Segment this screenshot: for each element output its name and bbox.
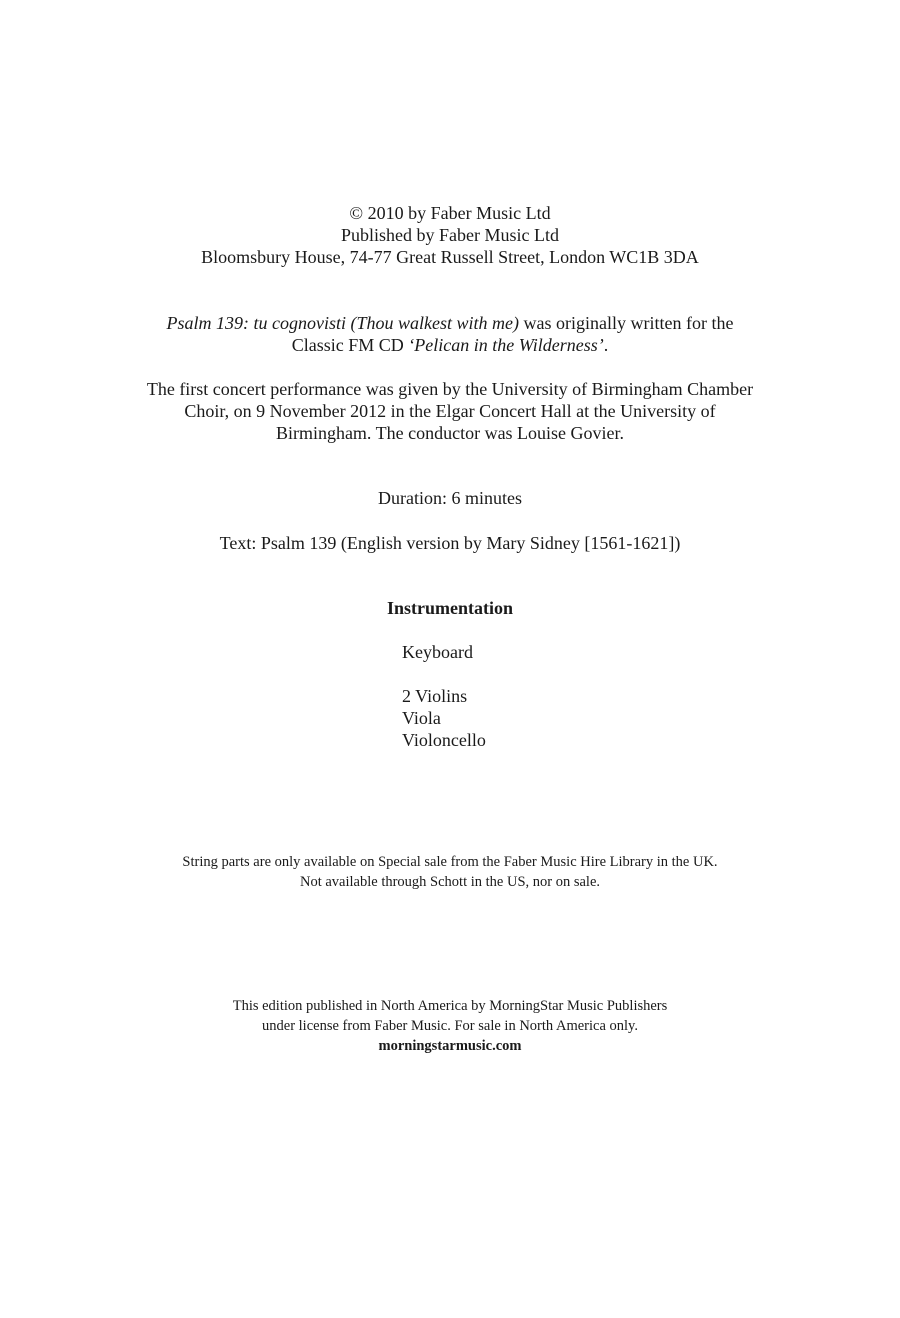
copyright-block bbox=[0, 202, 900, 268]
premiere-line-3: Birmingham. The conductor was Louise Govier. bbox=[275, 423, 625, 443]
premiere-line-1: The first concert performance was given by the University of Birmingham Chamber bbox=[146, 379, 754, 399]
string-parts-note bbox=[0, 852, 900, 892]
premiere-block bbox=[0, 378, 900, 444]
edition-line-1: This edition published in North America by MorningStar Music Publishers bbox=[232, 998, 668, 1014]
instrumentation-heading bbox=[0, 597, 900, 619]
string-parts-line-2: Not available through Schott in the US, nor on sale. bbox=[299, 874, 601, 890]
strings-item: Violoncello bbox=[402, 730, 486, 750]
cd-title: ‘Pelican in the Wilderness’ bbox=[408, 335, 604, 355]
cd-suffix: . bbox=[603, 335, 609, 355]
work-title: Psalm 139: tu cognovisti (Thou walkest with me) bbox=[166, 313, 519, 333]
strings-item: Viola bbox=[402, 708, 441, 728]
edition-note bbox=[0, 996, 900, 1056]
text-source-text: Text: Psalm 139 (English version by Mary Sidney [1561-1621]) bbox=[219, 533, 681, 553]
edition-line-2: under license from Faber Music. For sale in North America only. bbox=[262, 1018, 638, 1034]
keyboard-item bbox=[402, 641, 473, 663]
origin-text: was originally written for the bbox=[519, 313, 734, 333]
string-parts-line-1: String parts are only available on Special sale from the Faber Music Hire Library in the UK. bbox=[182, 854, 718, 870]
origin-line-2 bbox=[0, 334, 900, 356]
premiere-line-2: Choir, on 9 November 2012 in the Elgar Concert Hall at the University of bbox=[184, 401, 716, 421]
instrumentation-heading-text: Instrumentation bbox=[386, 598, 513, 618]
origin-block bbox=[0, 312, 900, 356]
publisher-line: Published by Faber Music Ltd bbox=[341, 225, 559, 245]
duration-text: Duration: 6 minutes bbox=[378, 488, 522, 508]
address-line: Bloomsbury House, 74-77 Great Russell Street, London WC1B 3DA bbox=[201, 247, 699, 267]
keyboard-text: Keyboard bbox=[402, 642, 473, 662]
duration-line bbox=[0, 487, 900, 509]
copyright-line: © 2010 by Faber Music Ltd bbox=[349, 203, 551, 223]
cd-prefix: Classic FM CD bbox=[291, 335, 409, 355]
text-source-line bbox=[0, 532, 900, 554]
strings-list bbox=[402, 685, 486, 751]
origin-line-1 bbox=[0, 312, 900, 334]
website-link[interactable]: morningstarmusic.com bbox=[378, 1038, 522, 1054]
strings-item: 2 Violins bbox=[402, 686, 468, 706]
